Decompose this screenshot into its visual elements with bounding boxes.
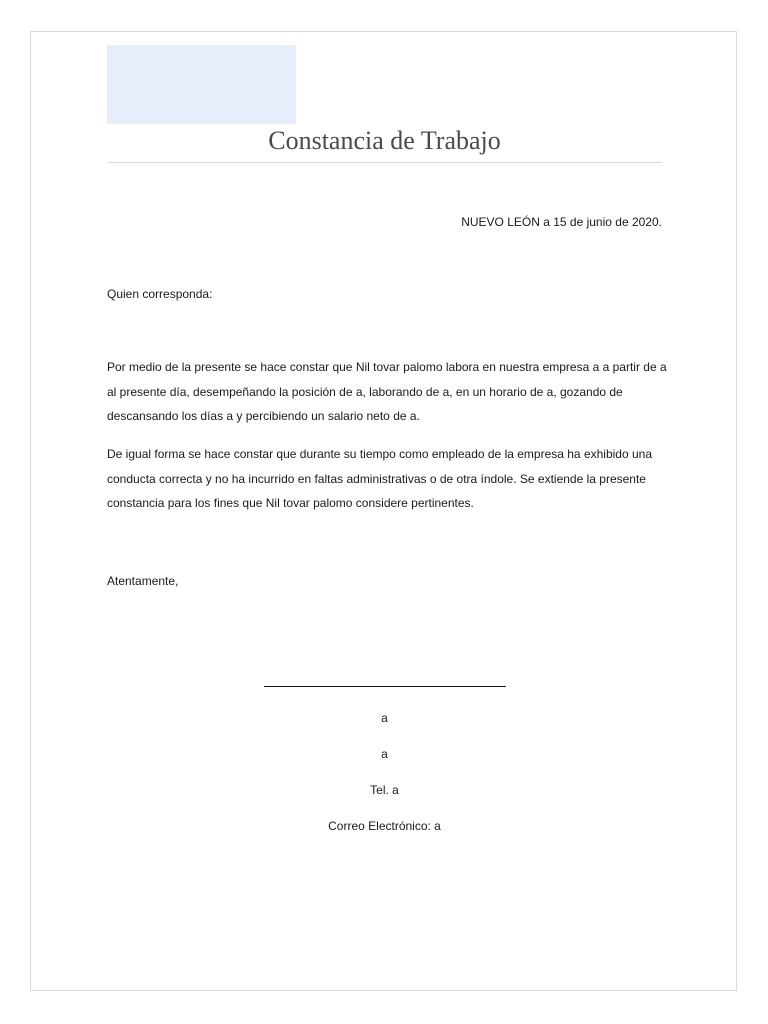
body-paragraph-2: De igual forma se hace constar que durante su tiempo como empleado de la empresa ha exhibido una conducta correcta y no ha incurrido en faltas administrativas o de otra índole. Se extiende la presente constancia para los fines que Nil tovar palomo considere pertinentes. — [107, 447, 652, 510]
closing: Atentamente, — [107, 574, 179, 588]
signature-email: Correo Electrónico: a — [328, 819, 441, 833]
logo-placeholder — [107, 45, 296, 124]
body-paragraph-1: Por medio de la presente se hace constar que Nil tovar palomo labora en nuestra empresa a a partir de a al presente día, desempeñando la posición de a, laborando de a, en un horario de a, gozando de descansando los días a y percibiendo un salario neto de a. — [107, 360, 667, 423]
signature-line — [264, 685, 506, 687]
signature-block — [107, 685, 662, 833]
signature-phone: Tel. a — [370, 783, 399, 797]
page-title: Constancia de Trabajo — [268, 126, 501, 155]
title-divider — [107, 162, 662, 163]
greeting: Quien corresponda: — [107, 287, 213, 301]
signature-name: a — [381, 711, 388, 725]
signature-position: a — [381, 747, 388, 761]
document-page — [30, 31, 737, 991]
date-line: NUEVO LEÓN a 15 de junio de 2020. — [461, 215, 662, 229]
